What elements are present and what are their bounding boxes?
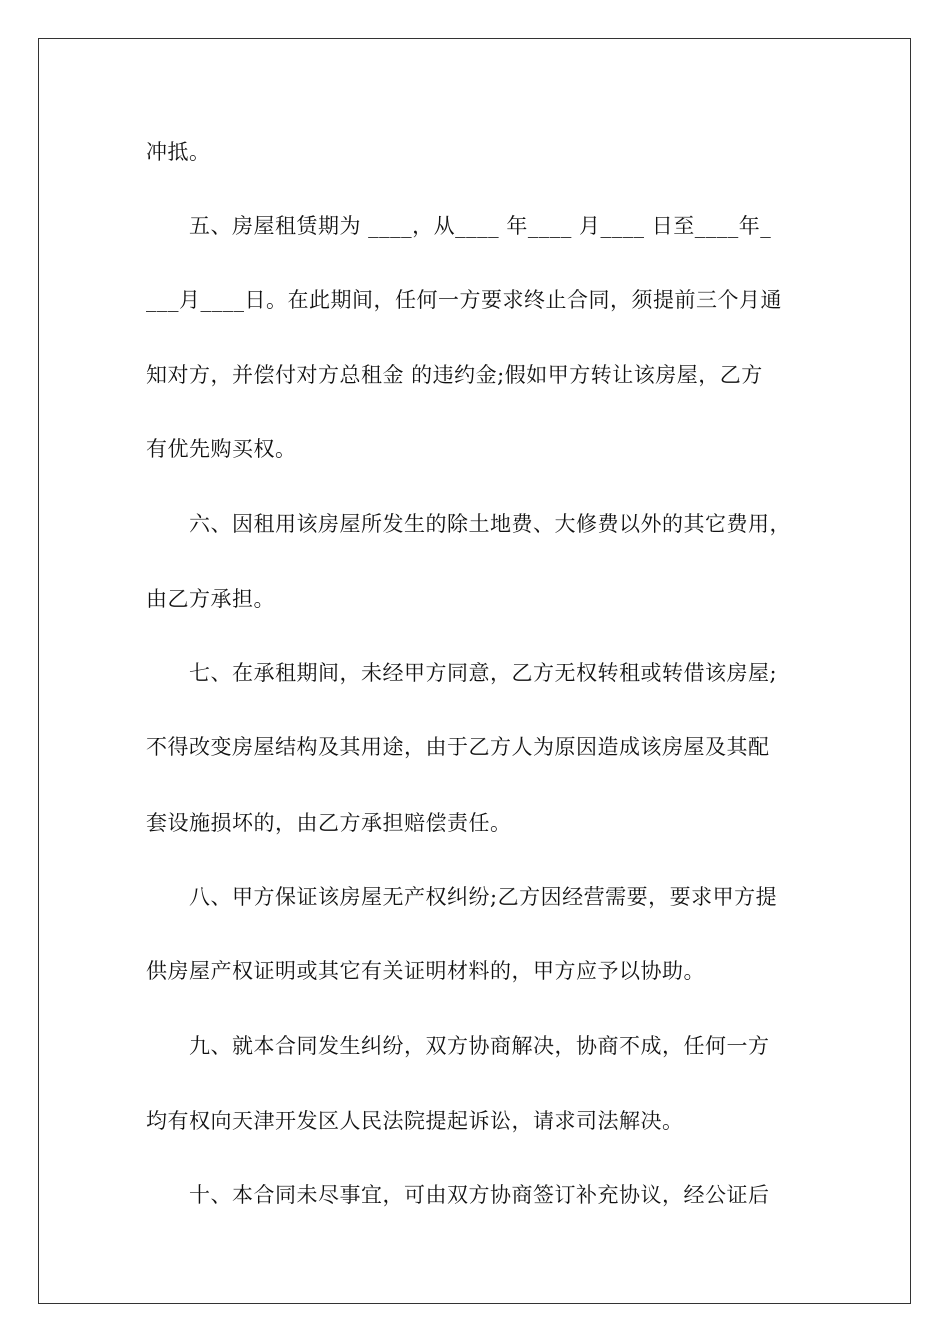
text-line: 十、本合同未尽事宜，可由双方协商签订补充协议，经公证后 xyxy=(146,1183,770,1207)
text-line: 七、在承租期间，未经甲方同意，乙方无权转租或转借该房屋; xyxy=(146,661,778,685)
text-line: 有优先购买权。 xyxy=(146,437,297,461)
text-line: 六、因租用该房屋所发生的除土地费、大修费以外的其它费用， xyxy=(146,512,791,536)
text-line: 均有权向天津开发区人民法院提起诉讼，请求司法解决。 xyxy=(146,1109,684,1133)
text-line: 供房屋产权证明或其它有关证明材料的，甲方应予以协助。 xyxy=(146,959,705,983)
text-line: 由乙方承担。 xyxy=(146,587,275,611)
text-line: 冲抵。 xyxy=(146,140,211,164)
text-line: ___月____日。在此期间，任何一方要求终止合同，须提前三个月通 xyxy=(146,288,782,312)
text-line: 不得改变房屋结构及其用途，由于乙方人为原因造成该房屋及其配 xyxy=(146,735,770,759)
text-line: 九、就本合同发生纠纷，双方协商解决，协商不成，任何一方 xyxy=(146,1034,770,1058)
text-line: 知对方，并偿付对方总租金 的违约金;假如甲方转让该房屋，乙方 xyxy=(146,363,763,387)
text-line: 八、甲方保证该房屋无产权纠纷;乙方因经营需要，要求甲方提 xyxy=(146,885,778,909)
text-line: 套设施损坏的，由乙方承担赔偿责任。 xyxy=(146,811,512,835)
text-line: 五、房屋租赁期为 ____，从____ 年____ 月____ 日至____年_ xyxy=(146,214,772,238)
